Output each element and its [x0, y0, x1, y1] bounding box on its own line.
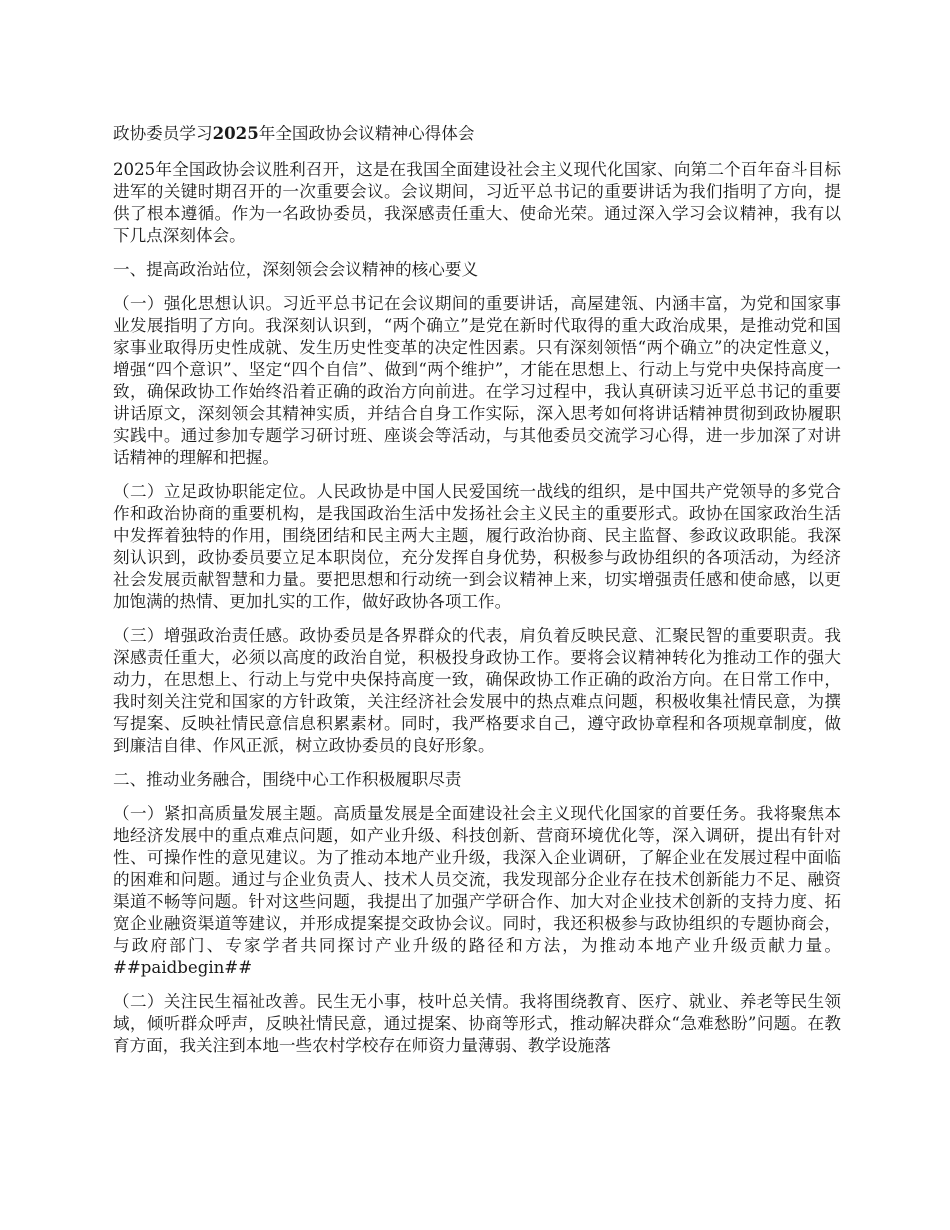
section-2-heading: 二、推动业务融合，围绕中心工作积极履职尽责	[113, 770, 462, 789]
section-1-paragraph-2: （二）立足政协职能定位。人民政协是中国人民爱国统一战线的组织，是中国共产党领导的多党合作和政治协商的重要机构，是我国政治生活中发扬社会主义民主的重要形式。政协在国家政治生活中发挥着独特的作用，围绕团结和民主两大主题，履行政治协商、民主监督、参政议政职能。我深刻认识到，政协委员要立足本职岗位，充分发挥自身优势，积极参与政协组织的各项活动，为经济社会发展贡献智慧和力量。要把思想和行动统一到会议精神上来，切实增强责任感和使命感，以更加饱满的热情、更加扎实的工作，做好政协各项工作。	[113, 482, 841, 611]
document-title: 政协委员学习2025年全国政协会议精神心得体会	[113, 123, 475, 143]
title-year: 2025	[212, 123, 259, 143]
document-page	[113, 122, 841, 1069]
section-2-paragraph-1: （一）紧扣高质量发展主题。高质量发展是全面建设社会主义现代化国家的首要任务。我将聚焦本地经济发展中的重点难点问题，如产业升级、科技创新、营商环境优化等，深入调研，提出有针对性、可操作性的意见建议。为了推动本地产业升级，我深入企业调研，了解企业在发展过程中面临的困难和问题。通过与企业负责人、技术人员交流，我发现部分企业存在技术创新能力不足、融资渠道不畅等问题。针对这些问题，我提出了加强产学研合作、加大对企业技术创新的支持力度、拓宽企业融资渠道等建议，并形成提案提交政协会议。同时，我还积极参与政协组织的专题协商会，与政府部门、专家学者共同探讨产业升级的路径和方法，为推动本地产业升级贡献力量。##paidbegin##	[113, 804, 841, 977]
section-1-paragraph-1: （一）强化思想认识。习近平总书记在会议期间的重要讲话，高屋建瓴、内涵丰富，为党和国家事业发展指明了方向。我深刻认识到，“两个确立”是党在新时代取得的重大政治成果，是推动党和国家事业取得历史性成就、发生历史性变革的决定性因素。只有深刻领悟“两个确立”的决定性意义，增强“四个意识”、坚定“四个自信”、做到“两个维护”，才能在思想上、行动上与党中央保持高度一致，确保政协工作始终沿着正确的政治方向前进。在学习过程中，我认真研读习近平总书记的重要讲话原文，深刻领会其精神实质，并结合自身工作实际，深入思考如何将讲话精神贯彻到政协履职实践中。通过参加专题学习研讨班、座谈会等活动，与其他委员交流学习心得，进一步加深了对讲话精神的理解和把握。	[113, 294, 841, 467]
intro-paragraph: 2025年全国政协会议胜利召开，这是在我国全面建设社会主义现代化国家、向第二个百年奋斗目标进军的关键时期召开的一次重要会议。会议期间，习近平总书记的重要讲话为我们指明了方向，提供了根本遵循。作为一名政协委员，我深感责任重大、使命光荣。通过深入学习会议精神，我有以下几点深刻体会。	[113, 160, 841, 245]
section-2-paragraph-2: （二）关注民生福祉改善。民生无小事，枝叶总关情。我将围绕教育、医疗、就业、养老等民生领域，倾听群众呼声，反映社情民意，通过提案、协商等形式，推动解决群众“急难愁盼”问题。在教育方面，我关注到本地一些农村学校存在师资力量薄弱、教学设施落	[113, 992, 841, 1055]
section-1-heading: 一、提高政治站位，深刻领会会议精神的核心要义	[113, 260, 479, 279]
section-1-paragraph-3: （三）增强政治责任感。政协委员是各界群众的代表，肩负着反映民意、汇聚民智的重要职责。我深感责任重大，必须以高度的政治自觉，积极投身政协工作。要将会议精神转化为推动工作的强大动力，在思想上、行动上与党中央保持高度一致，确保政协工作正确的政治方向。在日常工作中，我时刻关注党和国家的方针政策，关注经济社会发展中的热点难点问题，积极收集社情民意，为撰写提案、反映社情民意信息积累素材。同时，我严格要求自己，遵守政协章程和各项规章制度，做到廉洁自律、作风正派，树立政协委员的良好形象。	[113, 626, 841, 755]
